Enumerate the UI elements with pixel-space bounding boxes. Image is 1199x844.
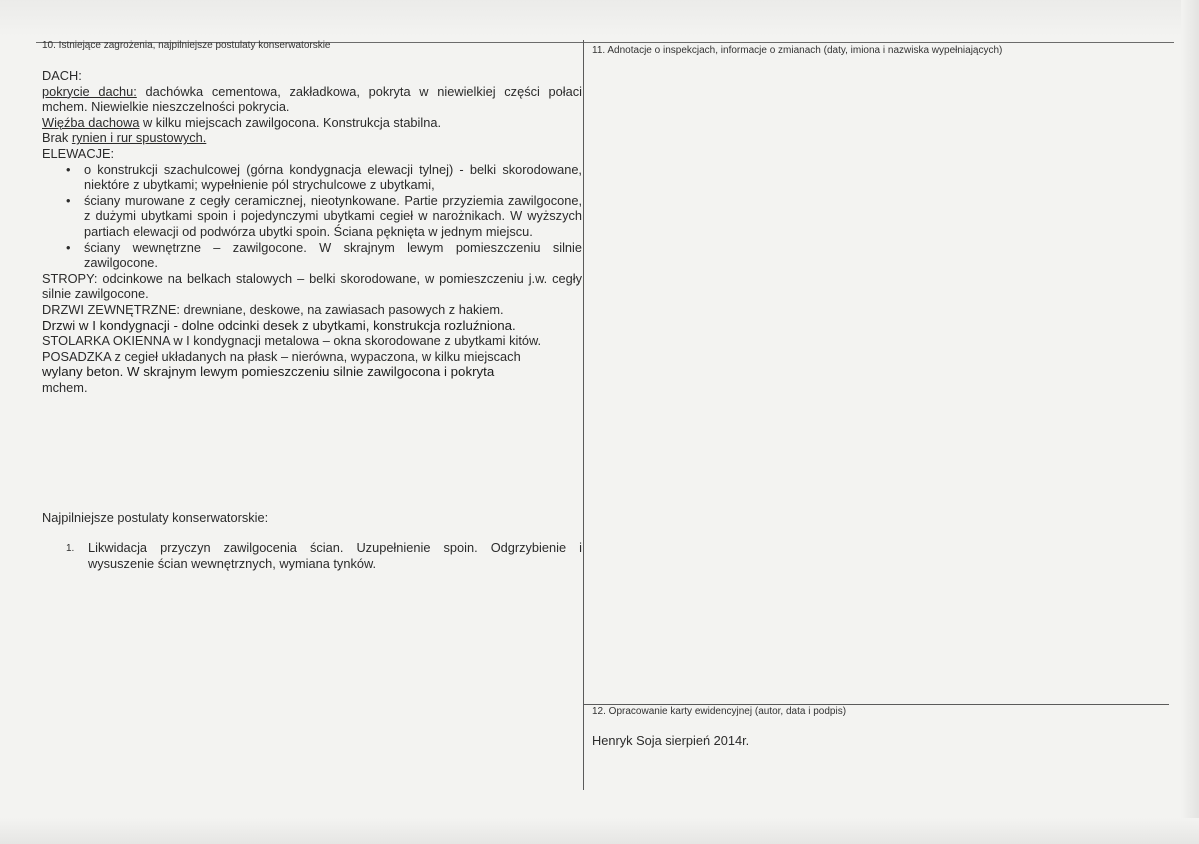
section-12-title: 12. Opracowanie karty ewidencyjnej (autor, data i podpis): [592, 706, 847, 717]
list-item-text: ściany wewnętrzne – zawilgocone. W skrajnym lewym pomieszczeniu silnie zawilgocone.: [84, 239, 582, 271]
elewacje-list: [42, 162, 582, 271]
wiezba-text: w kilku miejscach zawilgocona. Konstrukcja stabilna.: [139, 114, 442, 130]
author-signature-text: Henryk Soja sierpień 2014r.: [592, 733, 750, 748]
list-item: [66, 239, 582, 271]
brak-paragraph: [42, 130, 582, 146]
list-item: [42, 540, 582, 571]
bullet-icon: •: [66, 239, 71, 255]
posadzka-line-3: mchem.: [42, 379, 88, 395]
section-10-content: [42, 68, 582, 395]
section-12-divider: [583, 704, 1169, 705]
section-10-title: 10. Istniejące zagrożenia, najpilniejsze postulaty konserwatorskie: [42, 40, 331, 51]
bullet-icon: •: [66, 161, 71, 177]
drzwi-paragraph-2: Drzwi w I kondygnacji - dolne odcinki desek z ubytkami, konstrukcja rozluźniona.: [42, 317, 516, 333]
brak-underlined: rynien i rur spustowych.: [71, 130, 207, 146]
postulaty-list: [42, 540, 582, 571]
wiezba-label: Więźba dachowa: [42, 114, 140, 130]
stropy-paragraph: STROPY: odcinkowe na belkach stalowych – belki skorodowane, w pomieszczeniu j.w. cegły silnie zawilgocone.: [42, 270, 582, 302]
drzwi-paragraph-1: DRZWI ZEWNĘTRZNE: drewniane, deskowe, na zawiasach pasowych z hakiem.: [42, 301, 504, 317]
posadzka-line-2: wylany beton. W skrajnym lewym pomieszczeniu silnie zawilgocona i pokryta: [42, 364, 495, 380]
item-number: 1.: [66, 543, 75, 554]
list-item: [66, 192, 582, 240]
elewacje-heading: ELEWACJE:: [42, 145, 115, 161]
posadzka-line-1: POSADZKA z cegieł układanych na płask – nierówna, wypaczona, w kilku miejscach: [42, 348, 521, 364]
page-top-edge: [0, 0, 1199, 36]
column-divider: [583, 40, 584, 790]
list-item-text: o konstrukcji szachulcowej (górna kondygnacja elewacji tylnej) - belki skorodowane, niektóre z ubytkami; wypełnienie pól strychulcowe z ubytkami,: [84, 161, 582, 193]
list-item: [66, 161, 582, 193]
pokrycie-label: pokrycie dachu:: [42, 83, 137, 99]
page-bottom-edge: [0, 818, 1199, 844]
pokrycie-text: dachówka cementowa, zakładkowa, pokryta w niewielkiej części połaci mchem. Niewielkie nieszczelności pokrycia.: [42, 83, 582, 115]
stolarka-paragraph: STOLARKA OKIENNA w I kondygnacji metalowa – okna skorodowane z ubytkami kitów.: [42, 333, 542, 349]
page-right-edge: [1181, 0, 1199, 844]
pokrycie-paragraph: [42, 84, 582, 115]
wiezba-paragraph: [42, 115, 582, 131]
bullet-icon: •: [66, 192, 71, 208]
list-item-text: Likwidacja przyczyn zawilgocenia ścian. Uzupełnienie spoin. Odgrzybienie i wysuszenie ścian wewnętrznych, wymiana tynków.: [88, 540, 582, 571]
list-item-text: ściany murowane z cegły ceramicznej, nieotynkowane. Partie przyziemia zawilgocone, z dużymi ubytkami spoin i pojedynczymi ubytkami cegieł w narożnikach. W wyższych partiach elewacji od podwórza ubytki spoin. Ściana pęknięta w jednym miejscu.: [84, 192, 582, 239]
dach-heading: DACH:: [42, 68, 82, 83]
brak-prefix: Brak: [42, 130, 72, 146]
section-11-title: 11. Adnotacje o inspekcjach, informacje o zmianach (daty, imiona i nazwiska wypełniających): [592, 45, 1003, 56]
postulaty-heading: Najpilniejsze postulaty konserwatorskie:: [42, 510, 269, 525]
